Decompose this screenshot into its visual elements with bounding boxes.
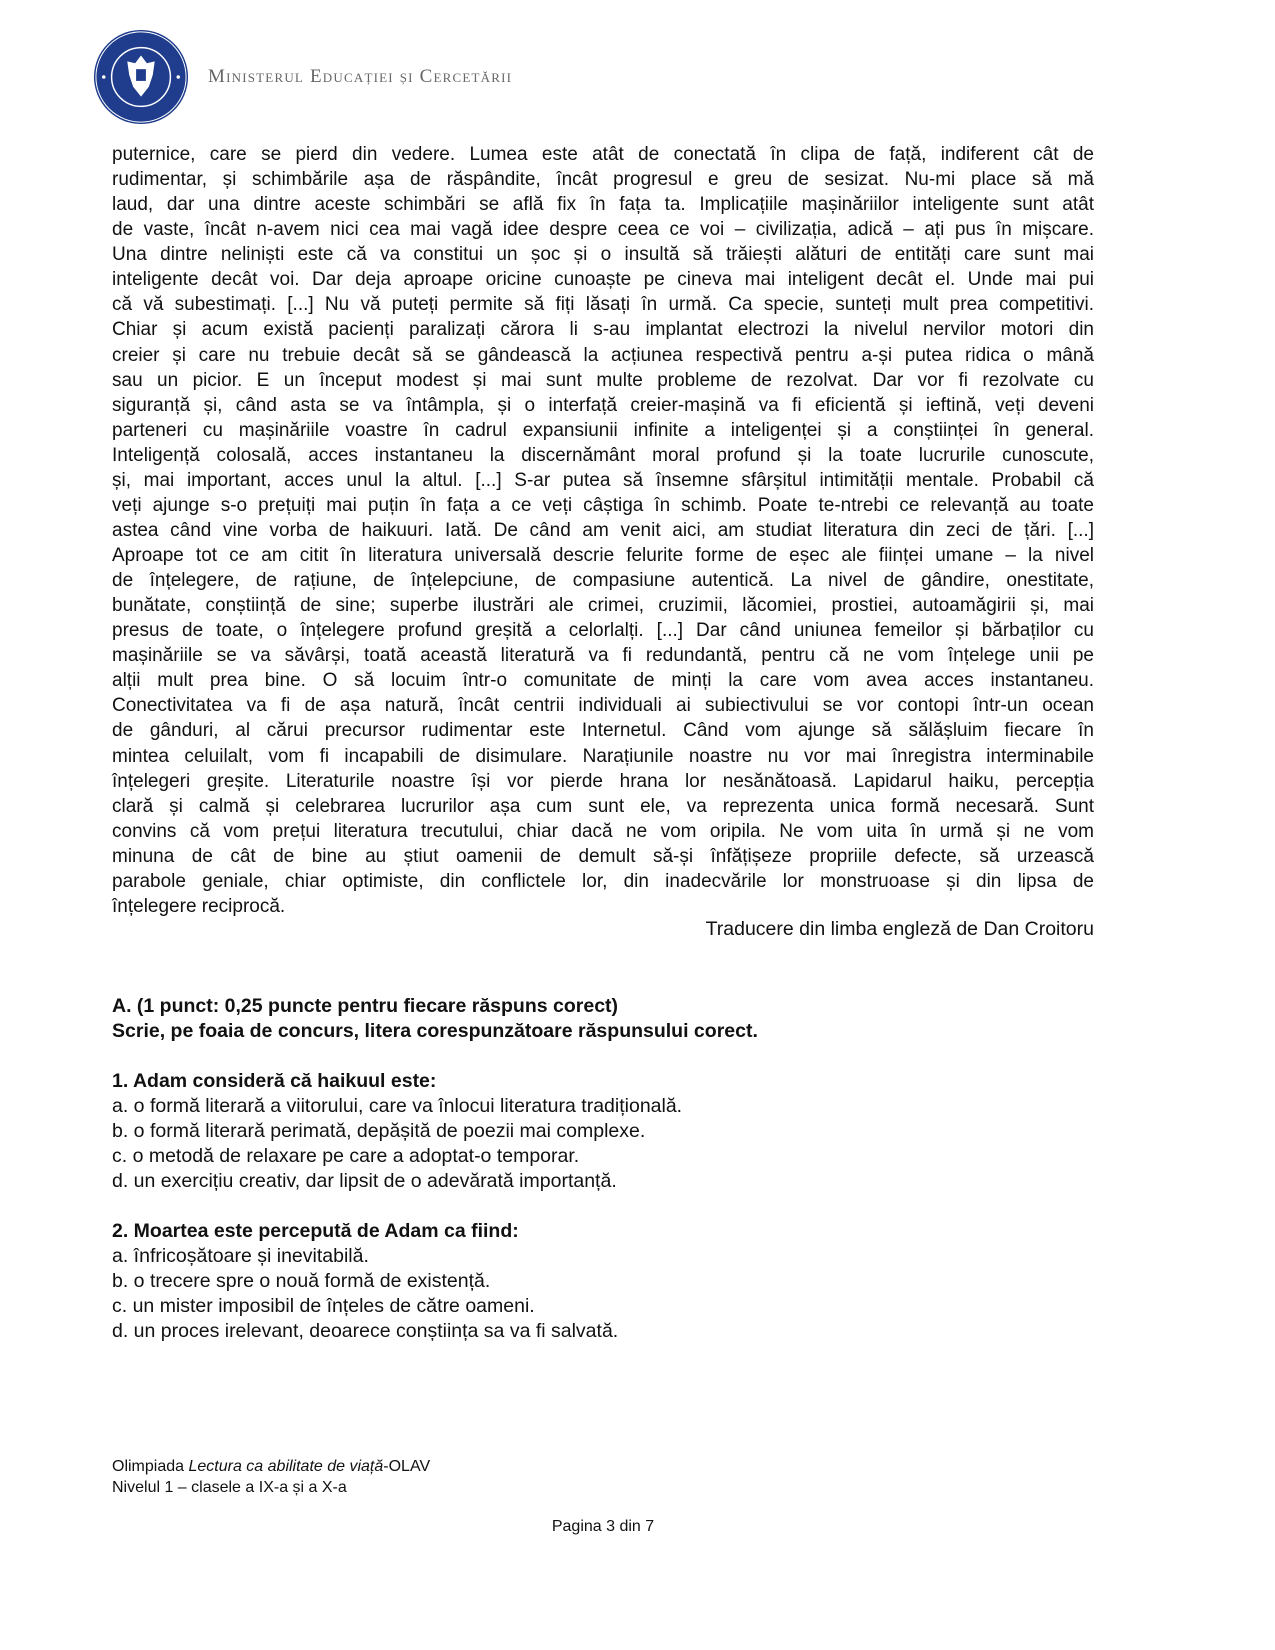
olympiad-prefix: Olimpiada [112,1458,189,1475]
passage-line: de vaste, încât n-avem nici cea mai vagă idee despre ceea ce voi – civilizația, adică – ați pus în mișcare. [112,219,1094,241]
passage-line: Aproape tot ce am citit în literatura universală descrie felurite forme de eșec ale ființei umane – la nivel [112,545,1094,566]
section-a-instruction: Scrie, pe foaia de concurs, litera corespunzătoare răspunsului corect. [112,1020,758,1042]
passage-line: Una dintre neliniști este că va constitui un șoc și o insultă să trăiești alături de entități care sunt mai [112,244,1094,266]
passage-line: creier și care nu trebuie decât să se gândească la acțiunea respectivă pentru a-și putea ridica o mână [112,344,1094,366]
ministry-name: Ministerul Educației și Cercetării [208,66,513,87]
passage-line: mașinăriile se va săvârși, toată această literatură va fi redundantă, pentru că ne vom înțelege unii pe [112,645,1094,667]
passage-line: astea când vine vorba de haikuuri. Iată. De când am venit aici, am studiat literatura din zeci de țări. [...] [112,519,1094,541]
olympiad-name [112,1456,430,1477]
passage-line: alții mult prea bine. O să locuim într-o comunitate de minți la care vom avea acces instantaneu. [112,670,1094,692]
passage-line: clară și calmă și celebrarea lucrurilor așa cum sunt ele, va reprezenta unica formă necesară. Sunt [112,795,1094,817]
option: c. un mister imposibil de înțeles de către oameni. [112,1295,535,1317]
option: d. un exercițiu creativ, dar lipsit de o adevărată importanță. [112,1170,617,1192]
passage-line: sau un picior. E un început modest și mai sunt multe probleme de rezolvat. Dar vor fi rezolvate cu [112,369,1094,391]
passage-line: siguranță și, când asta se va întâmpla, și o interfață creier-mașină va fi eficientă și ieftină, veți deveni [112,394,1094,416]
option: a. o formă literară a viitorului, care va înlocui literatura tradițională. [112,1095,683,1117]
page-footer [112,1456,430,1498]
question-text: 2. Moartea este percepută de Adam ca fiind: [112,1220,519,1242]
olympiad-suffix: -OLAV [383,1458,431,1475]
passage-line: Inteligență colosală, acces instantaneu la discernământ moral profund și la toate lucrurile cunoscute, [112,444,1094,466]
page-header [92,28,512,126]
option: a. înfricoșătoare și inevitabilă. [112,1245,369,1267]
option: b. o trecere spre o nouă formă de existență. [112,1270,491,1292]
passage-line: înțelegere reciprocă. [112,895,286,917]
government-seal-logo [92,28,190,126]
passage-line: de gânduri, al cărui precursor rudimentar este Internetul. Când vom ajunge să sălășluim fiecare în [112,720,1094,742]
passage-line: puternice, care se pierd din vedere. Lumea este atât de conectată în clipa de față, indiferent cât de [112,144,1094,165]
translator-credit: Traducere din limba engleză de Dan Croitoru [705,918,1094,940]
passage-line: rudimentar, și schimbările așa de răspândite, încât progresul e greu de sesizat. Nu-mi place să mă [112,169,1094,191]
level: Nivelul 1 – clasele a IX-a și a X-a [112,1479,347,1496]
olympiad-title: Lectura ca abilitate de viață [188,1458,384,1475]
question-text: 1. Adam consideră că haikuul este: [112,1070,437,1092]
passage-line: înțelegeri greșite. Literaturile noastre își vor pierde hrana lor nesănătoasă. Lapidarul haiku, percepția [112,770,1094,792]
passage-line: și, mai important, acces unul la altul. [...] S-ar putea să însemne sfârșitul intimității mentale. Probabil că [112,469,1094,491]
passage-line: convins că vom prețui literatura trecutului, chiar dacă ne vom oripila. Ne vom uita în urmă și ne vom [112,820,1094,842]
page-number: Pagina 3 din 7 [551,1518,655,1535]
passage-line: Chiar și acum există pacienți paralizați cărora li s-au implantat electrozi la nivelul nervilor motori din [112,319,1094,341]
passage-line: parabole geniale, chiar optimiste, din conflictele lor, din inadecvările lor monstruoase și din lipsa de [112,870,1094,892]
option: c. o metodă de relaxare pe care a adoptat-o temporar. [112,1145,580,1167]
passage-line: Conectivitatea va fi de așa natură, încât centrii individuali ai subiectivului se vor contopi într-un ocean [112,695,1094,717]
passage-line: bunătate, conștiință de sine; superbe ilustrări ale crimei, cruzimii, lăcomiei, prostiei, autoamăgirii și, mai [112,595,1094,617]
option: b. o formă literară perimată, depășită de poezii mai complexe. [112,1120,646,1142]
question-1 [112,1069,1112,1194]
passage-line: parteneri cu mașinăriile voastre în cadrul expansiunii infinite a inteligenței și a conștiinței în general. [112,419,1094,441]
passage-line: presus de toate, o înțelegere profund greșită a celorlalți. [...] Dar când uniunea femeilor și bărbaților cu [112,620,1094,642]
passage-line: că vă subestimați. [...] Nu vă puteți permite să fiți lăsați în urmă. Ca specie, sunteți mult prea competitivi. [112,294,1094,316]
passage-text [112,142,1094,919]
passage-line: de înțelegere, de rațiune, de înțelepciune, de compasiune autentică. La nivel de gândire, onestitate, [112,570,1094,592]
section-a-header [112,994,1112,1044]
passage-line: veți ajunge s-o prețuiți mai puțin în fața a ce veți câștiga în schimb. Poate te-ntrebi ce relevanță au toate [112,494,1094,516]
option: d. un proces irelevant, deoarece conștiința sa va fi salvată. [112,1320,619,1342]
passage-line: inteligente decât voi. Dar deja aproape oricine cunoaște pe cineva mai inteligent decât el. Unde mai pui [112,269,1094,291]
question-2 [112,1219,1112,1344]
passage-line: mintea celuilalt, vom fi incapabili de disimulare. Narațiunile noastre nu vor mai înregistra interminabile [112,745,1094,767]
section-a-title: A. (1 punct: 0,25 puncte pentru fiecare răspuns corect) [112,995,619,1017]
passage-line: laud, dar una dintre aceste schimbări se află fix în fața ta. Implicațiile mașinăriilor inteligente sunt atât [112,194,1094,216]
passage-line: minuna de cât de bine au știut oamenii de demult să-și înfățișeze propriile defecte, să urzească [112,845,1094,867]
